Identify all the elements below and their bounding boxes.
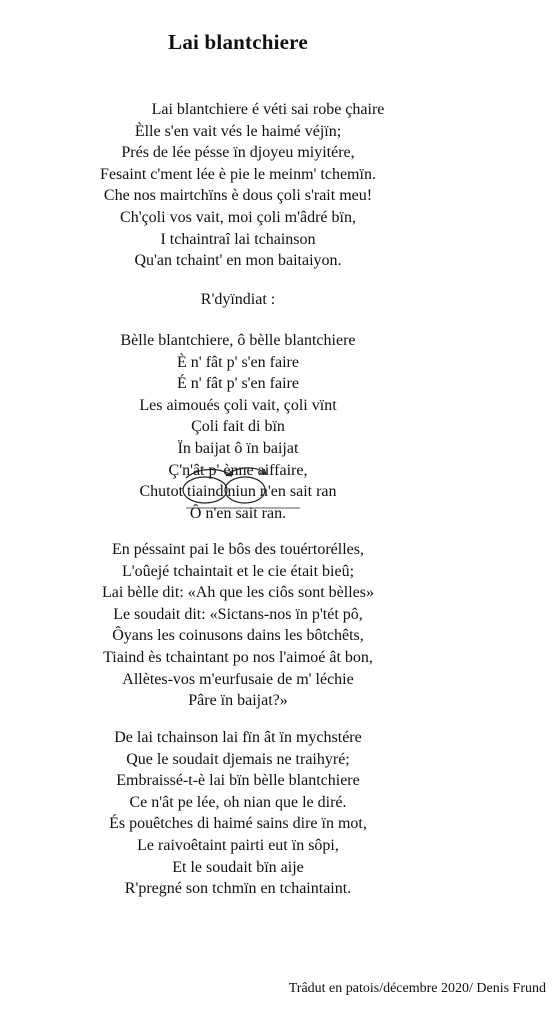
verse-line: De lai tchainson lai fïn ât ïn mychstére: [114, 729, 362, 746]
stanza-3: [0, 727, 476, 900]
verse-line: Lai blantchiere é véti sai robe çhaire: [151, 101, 385, 118]
verse-line: Le raivoêtaint pairti eut ïn sôpi,: [137, 836, 339, 854]
stanza-2: [0, 539, 476, 712]
refrain-line: Ç'n'ât p' ènne aiffaire,: [168, 461, 308, 479]
refrain-line: È n' fât p' s'en faire: [177, 353, 299, 371]
verse-line: Allètes-vos m'eurfusaie de m' léchie: [122, 670, 354, 688]
verse-line: R'pregné son tchmïn en tchaintaint.: [124, 880, 352, 898]
refrain-line: Ô n'en sait ran.: [189, 504, 287, 522]
verse-line: En péssaint pai le bôs des touértorélles,: [112, 541, 364, 558]
verse-line: Fesaint c'ment lée è pie le meinm' tchemïn.: [100, 165, 376, 183]
verse-line: Tiaind ès tchaintant po nos l'aimoé ât bon,: [103, 648, 373, 666]
verse-line: I tchaintraî lai tchainson: [160, 230, 316, 248]
verse-line: Et le soudait bïn aije: [172, 858, 304, 876]
verse-line: L'oûejé tchaintait et le cie était bieû;: [121, 562, 355, 580]
verse-line: Le soudait dit: «Sictans-nos ïn p'tét pô,: [113, 605, 363, 623]
verse-line: És pouêtches di haimé sains dire ïn mot,: [109, 815, 367, 833]
verse-line: Pâre ïn baijat?»: [188, 692, 288, 710]
verse-line: Embraissé-t-è lai bïn bèlle blantchiere: [116, 772, 360, 790]
verse-line: Prés de lée pésse ïn djoyeu miyitére,: [121, 144, 355, 162]
verse-line: Ch'çoli vos vait, moi çoli m'âdré bïn,: [120, 208, 356, 226]
refrain-line: Chutot tiaind niun n'en sait ran: [139, 483, 337, 501]
translation-credit: Trâdut en patois/décembre 2020/ Denis Frund: [288, 981, 546, 996]
refrain-line: Bèlle blantchiere, ô bèlle blantchiere: [120, 332, 356, 349]
refrain-label: R'dyïndiat :: [200, 291, 276, 308]
refrain-line: Çoli fait di bïn: [191, 418, 285, 436]
verse-line: Que le soudait djemais ne traihyré;: [126, 750, 350, 768]
poem-title: Lai blantchiere: [168, 30, 308, 54]
verse-line: Ôyans les coinusons dains les bôtchêts,: [112, 627, 364, 645]
refrain-line: Ïn baijat ô ïn baijat: [177, 439, 299, 457]
refrain: [0, 330, 476, 524]
refrain-line: Les aimoués çoli vait, çoli vïnt: [139, 396, 337, 414]
verse-line: Qu'an tchaint' en mon baitaiyon.: [134, 252, 342, 270]
verse-line: Ce n'ât pe lée, oh nian que le diré.: [129, 793, 347, 811]
verse-line: Lai bèlle dit: «Ah que les ciôs sont bèlles»: [102, 584, 374, 602]
refrain-line: É n' fât p' s'en faire: [177, 375, 299, 393]
verse-line: Che nos mairtchïns è dous çoli s'rait meu!: [103, 187, 373, 205]
stanza-1: [0, 99, 476, 272]
verse-line: Èlle s'en vait vés le haimé véjïn;: [134, 122, 342, 140]
